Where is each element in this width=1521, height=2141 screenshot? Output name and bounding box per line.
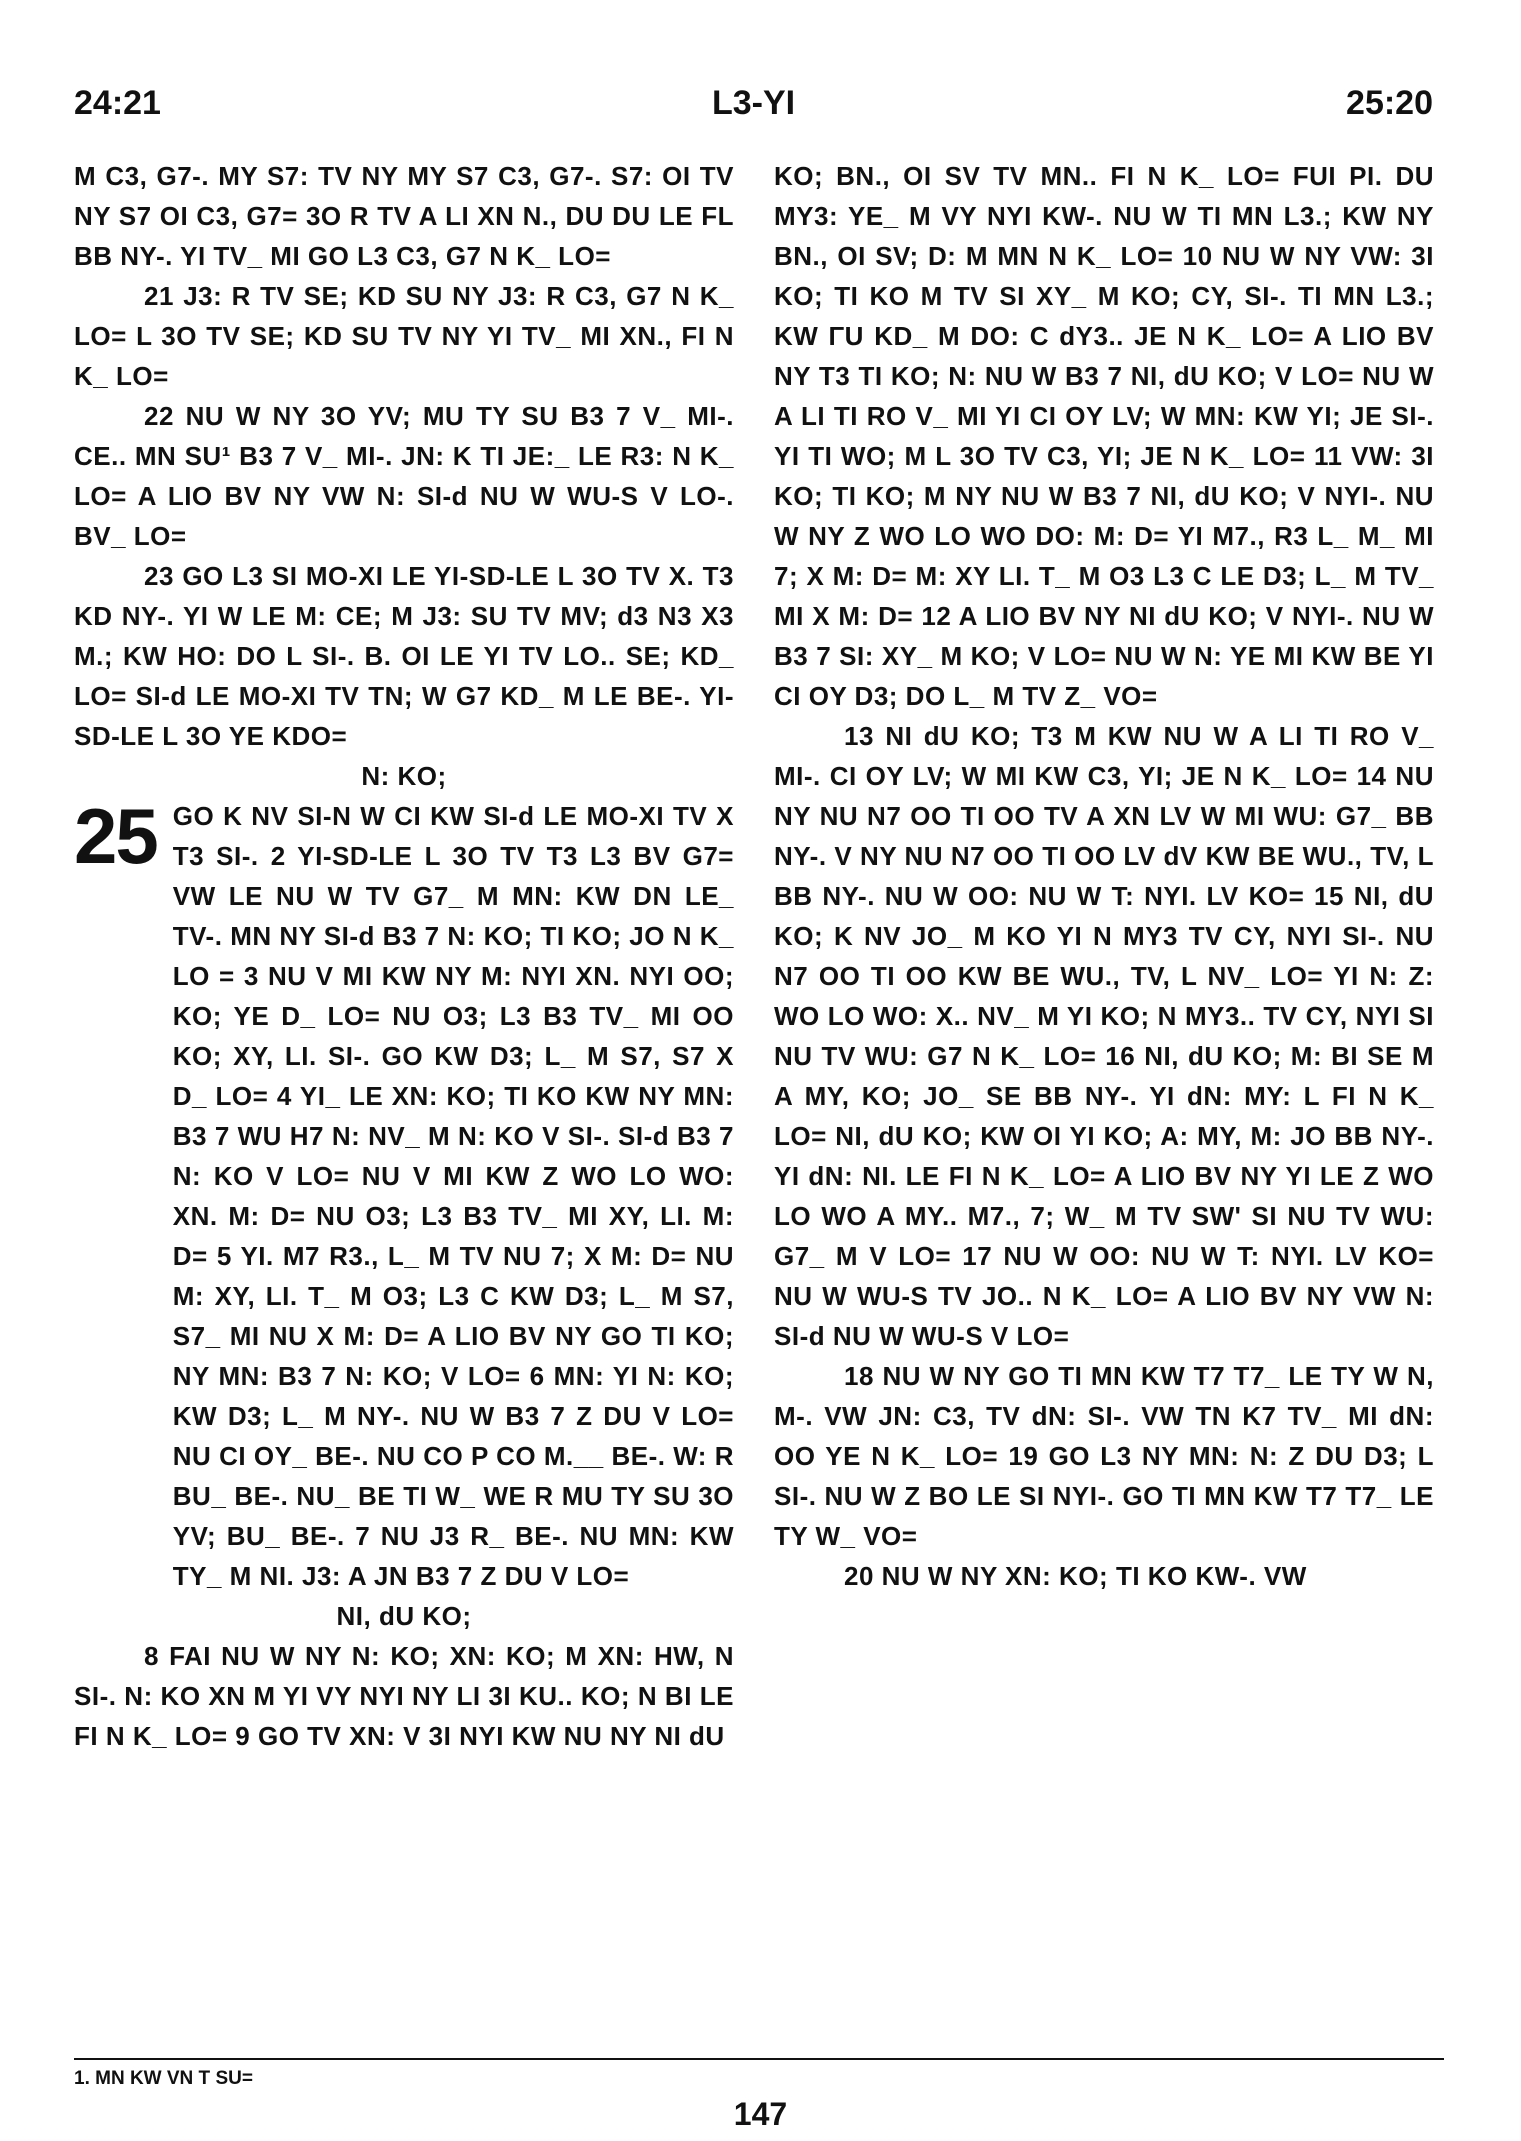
paragraph: 13 NI dU KO; T3 M KW NU W A LI TI RO V_ MI-. CI OY LV; W MI KW C3, YI; JE N K_ LO= 14 NU NY NU N7 OO TI OO TV A XN LV W MI WU: G7_ BB NY-. V NY NU N7 OO TI OO LV dV KW BE WU., TV, L BB NY-. NU W OO: NU W T: NYI. LV KO= 15 NI, dU KO; K NV JO_ M KO YI N MY3 TV CY, NYI SI-. NU N7 OO TI OO KW BE WU., TV, L NV_ LO= YI N: Z: WO LO WO: X.. NV_ M YI KO; N MY3.. TV CY, NYI SI NU TV WU: G7 N K_ LO= 16 NI, dU KO; M: BI SE M A MY, KO; JO_ SE BB NY-. YI dN: MY: L FI N K_ LO= NI, dU KO; KW OI YI KO; A: MY, M: JO BB NY-. YI dN: NI. LE FI N K_ LO= A LIO BV NY YI LE Z WO LO WO A MY.. M7., 7; W_ M TV SW' SI NU TV WU: G7_ M V LO= 17 NU W OO: NU W T: NYI. LV KO= NU W WU-S TV JO.. N K_ LO= A LIO BV NY VW N: SI-d NU W WU-S V LO= [774,721,1434,1351]
paragraph: 22 NU W NY 3O YV; MU TY SU B3 7 V_ MI-. CE.. MN SU¹ B3 7 V_ MI-. JN: K TI JE:_ LE R3: N K_ LO= A LIO BV NY VW N: SI-d NU W WU-S V LO-. BV_ LO= [74,401,734,551]
chapter-block [74,792,734,1596]
footnote-divider [74,2058,1444,2060]
paragraph: M C3, G7-. MY S7: TV NY MY S7 C3, G7-. S7: OI TV NY S7 OI C3, G7= 3O R TV A LI XN N., DU DU LE FL BB NY-. YI TV_ MI GO L3 C3, G7 N K_ LO= [74,161,734,271]
section-heading: N: KO; [361,761,447,791]
footnote: 1. MN KW VN T SU= [74,2068,253,2089]
section-heading: NI, dU KO; [336,1601,472,1631]
chapter-number: 25 [74,792,157,880]
header-book-title: L3-YI [711,84,796,122]
paragraph: 23 GO L3 SI MO-XI LE YI-SD-LE L 3O TV X. T3 KD NY-. YI W LE M: CE; M J3: SU TV MV; d3 N3 X3 M.; KW HO: DO L SI-. B. OI LE YI TV LO.. SE; KD_ LO= SI-d LE MO-XI TV TN; W G7 KD_ M LE BE-. YI-SD-LE L 3O YE KDO= [74,561,734,751]
paragraph: KO; BN., OI SV TV MN.. FI N K_ LO= FUI PI. DU MY3: YE_ M VY NYI KW-. NU W TI MN L3.; KW NY BN., OI SV; D: M MN N K_ LO= 10 NU W NY VW: 3I KO; TI KO M TV SI XY_ M KO; CY, SI-. TI MN L3.; KW ΓU KD_ M DO: C dY3.. JE N K_ LO= A LIO BV NY T3 TI KO; N: NU W B3 7 NI, dU KO; V LO= NU W A LI TI RO V_ MI YI CI OY LV; W MN: KW YI; JE SI-. YI TI WO; M L 3O TV C3, YI; JE N K_ LO= 11 VW: 3I KO; TI KO; M NY NU W B3 7 NI, dU KO; V NYI-. NU W NY Z WO LO WO DO: M: D= YI M7., R3 L_ M_ MI 7; X M: D= M: XY LI. T_ M O3 L3 C LE D3; L_ M TV_ MI X M: D= 12 A LIO BV NY NI dU KO; V NYI-. NU W B3 7 SI: XY_ M KO; V LO= NU W N: YE MI KW BE YI CI OY D3; DO L_ M TV Z_ VO= [774,161,1434,711]
running-header [74,84,1433,134]
paragraph: 20 NU W NY XN: KO; TI KO KW-. VW [844,1561,1307,1591]
right-column [774,156,1434,1596]
header-left-reference: 24:21 [74,84,161,122]
page-number: 147 [733,2096,788,2132]
left-column [74,156,734,1756]
header-right-reference: 25:20 [1346,84,1433,122]
chapter-opening-paragraph: GO K NV SI-N W CI KW SI-d LE MO-XI TV X T3 SI-. 2 YI-SD-LE L 3O TV T3 L3 BV G7= VW LE NU W TV G7_ M MN: KW DN LE_ TV-. MN NY SI-d B3 7 N: KO; TI KO; JO N K_ LO = 3 NU V MI KW NY M: NYI XN. NYI OO; KO; YE D_ LO= NU O3; L3 B3 TV_ MI OO KO; XY, LI. SI-. GO KW D3; L_ M S7, S7 X D_ LO= 4 YI_ LE XN: KO; TI KO KW NY MN: B3 7 WU H7 N: NV_ M N: KO V SI-. SI-d B3 7 N: KO V LO= NU V MI KW Z WO LO WO: XN. M: D= NU O3; L3 B3 TV_ MI XY, LI. M: D= 5 YI. M7 R3., L_ M TV NU 7; X M: D= NU M: XY, LI. T_ M O3; L3 C KW D3; L_ M S7, S7_ MI NU X M: D= A LIO BV NY GO TI KO; NY MN: B3 7 N: KO; V LO= 6 MN: YI N: KO; KW D3; L_ M NY-. NU W B3 7 Z DU V LO= NU CI OY_ BE-. NU CO P CO M.__ BE-. W: R BU_ BE-. NU_ BE TI W_ WE R MU TY SU 3O YV; BU_ BE-. 7 NU J3 R_ BE-. NU MN: KW TY_ M NI. J3: A JN B3 7 Z DU V LO= [172,801,734,1591]
paragraph: 18 NU W NY GO TI MN KW T7 T7_ LE TY W N, M-. VW JN: C3, TV dN: SI-. VW TN K7 TV_ MI dN: OO YE N K_ LO= 19 GO L3 NY MN: N: Z DU D3; L SI-. NU W Z BO LE SI NYI-. GO TI MN KW T7 T7_ LE TY W_ VO= [774,1361,1434,1551]
paragraph: 21 J3: R TV SE; KD SU NY J3: R C3, G7 N K_ LO= L 3O TV SE; KD SU TV NY YI TV_ MI XN., FI N K_ LO= [74,281,734,391]
paragraph: 8 FAI NU W NY N: KO; XN: KO; M XN: HW, N SI-. N: KO XN M YI VY NYI NY LI 3I KU.. KO; N BI LE FI N K_ LO= 9 GO TV XN: V 3I NYI KW NU NY NI dU [74,1641,734,1751]
